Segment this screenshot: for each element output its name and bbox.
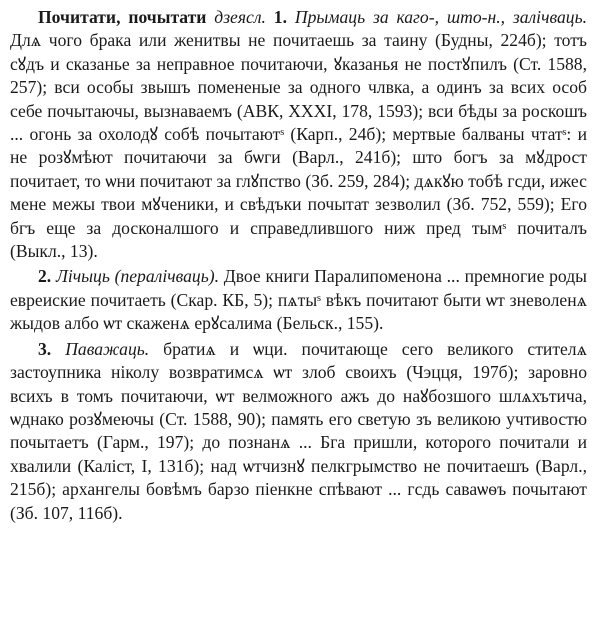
sense-3-number: 3.	[38, 338, 52, 359]
sense-3-definition: Паважаць.	[65, 338, 150, 359]
sense-2-number: 2.	[38, 266, 52, 287]
sense-1-citations: Длѧ чого брака или женитвы не почитаешь за таину (Будны, 224б); тотъ сꙋдъ и сказанье за неправное почитаючи, ꙋказанья не постꙋпилъ (Ст. 1588, 257); вси особы звышъ помененые за одного члвка, а одинъ за всих особ себе почытаючы, вызнаваемъ (АВК, XXXI, 178, 1593); вси бѣды за роскошъ ... огонь за охолодꙋ собѣ почытаютˢ (Карп., 24б); мертвые балваны чтатˢ: и не розꙋмѣют почитаючи за бѡги (Варл., 241б); што богъ за мꙋдрост почитает, то ѡни почитают за глꙋпство (Зб. 259, 284); дѧкꙋю тобѣ гсди, ижес мене межы твои мꙋченики, и свѣдъки почытат зезволил (Зб. 752, 559); Его бгъ еще за досконалшого и справедлившого ниж пред тымˢ почиталъ (Выкл., 13).	[10, 30, 587, 262]
sense-1-number: 1.	[273, 7, 287, 27]
sense-3-paragraph	[10, 338, 587, 525]
sense-3-citations: братиѧ и ѡци. почитающе сего великого стителѧ застоупника ніколу возвратимсѧ ѡт злоб своихъ (Чэцця, 197б); заровно всихъ в томъ почитаючи, ѡт велможного ажъ до наꙋбозшого шлѧхътича, ѡднако розꙋмеючы (Ст. 1588, 90); память его светую зъ великою учтивостю почытаетъ (Гарм., 197); до познанѧ ... Бга пришли, которого почитали и хвалили (Каліст, I, 131б); над ѡтчизнꙋ пелкгрымство не почитаешъ (Варл., 215б); архангелы бовѣмъ барзо піенкне спѣвают ... гсдь саваѡѳъ почытают (Зб. 107, 116б).	[10, 338, 587, 523]
part-of-speech: дзеясл.	[214, 7, 266, 27]
sense-2-definition: Лічыць (пералічваць).	[55, 266, 219, 287]
sense-1-definition: Прымаць за каго-, што-н., залічваць.	[294, 7, 587, 27]
sense-2-citations: Двое книги Паралипоменона ... премногие роды евреиские почитаеть (Скар. КБ, 5); пѧтыˢ вѣкъ почитают быти ѡт зневоленѧ жыдов албо ѡт скаженѧ ерꙋсалима (Бельск., 155).	[10, 266, 587, 334]
sense-1-paragraph	[10, 6, 587, 263]
headword: Почитати, почытати	[38, 7, 207, 27]
sense-2-paragraph	[10, 265, 587, 335]
